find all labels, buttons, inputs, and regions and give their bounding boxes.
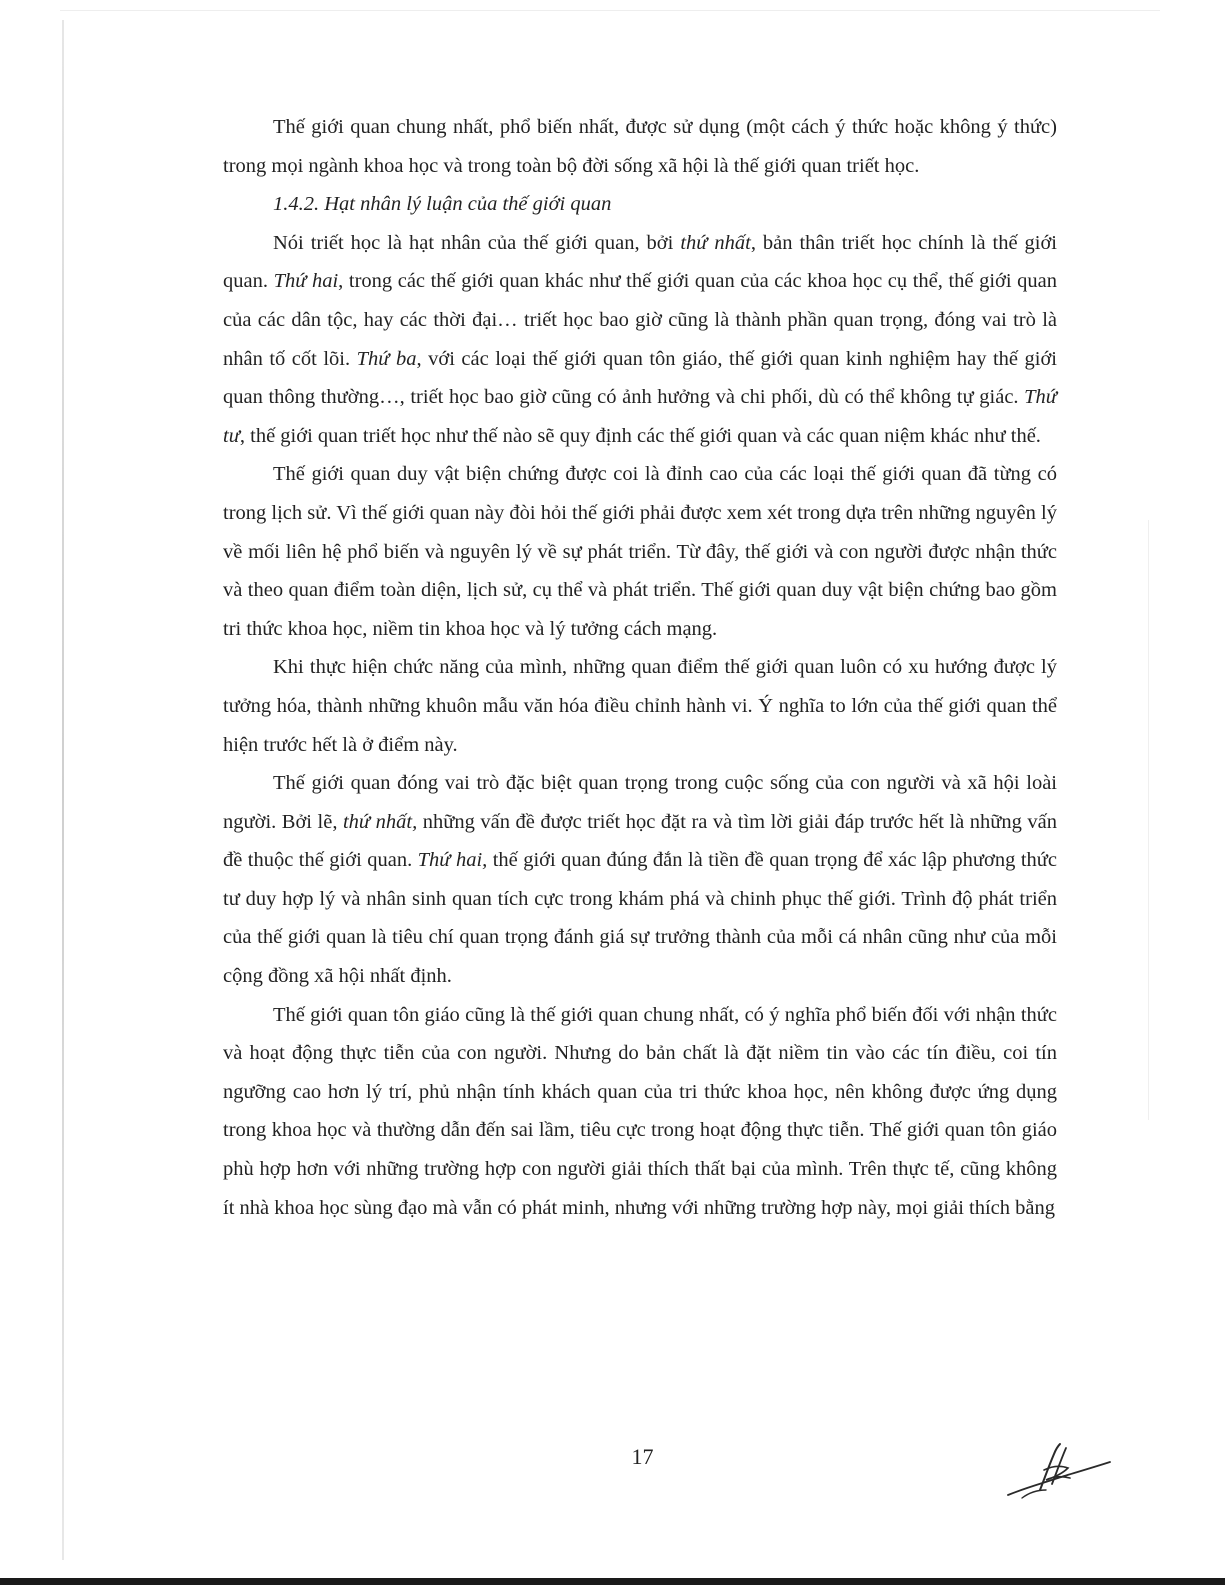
body-paragraph bbox=[223, 764, 1057, 996]
text-run: , thế giới quan triết học như thế nào sẽ quy định các thế giới quan và các quan niệm khác như thế. bbox=[239, 424, 1041, 447]
body-paragraph bbox=[223, 455, 1057, 648]
document-body bbox=[223, 108, 1057, 1227]
text-run: Nói triết học là hạt nhân của thế giới quan, bởi bbox=[273, 231, 681, 254]
italic-text-run: Thứ hai bbox=[273, 270, 339, 293]
italic-text-run: thứ nhất, bbox=[342, 810, 418, 833]
body-paragraph bbox=[223, 648, 1057, 764]
italic-text-run: Thứ ba bbox=[356, 347, 417, 370]
scan-edge-left bbox=[62, 20, 64, 1560]
signature-icon bbox=[1000, 1440, 1115, 1500]
section-heading bbox=[223, 185, 1057, 224]
italic-text-run: Thứ hai, bbox=[417, 849, 488, 872]
scan-edge-bottom bbox=[0, 1578, 1225, 1585]
italic-text-run: thứ nhất bbox=[680, 231, 751, 254]
body-paragraph bbox=[223, 108, 1057, 185]
text-run: thế giới quan đúng đắn là tiền đề quan trọng để xác lập phương thức tư duy hợp lý và nhân sinh quan tích cực trong khám phá và chinh phục thế giới. Trình độ phát triển của thế giới quan là tiêu chí quan trọng đánh giá sự trưởng thành của mỗi cá nhân cũng như của mỗi cộng đồng xã hội nhất định. bbox=[223, 849, 1057, 988]
text-run: Thế giới quan tôn giáo cũng là thế giới quan chung nhất, có ý nghĩa phổ biến đối với nhận thức và hoạt động thực tiễn của con người. Nhưng do bản chất là đặt niềm tin vào các tín điều, coi tín ngưỡng cao hơn lý trí, phủ nhận tính khách quan của tri thức khoa học, nên không được ứng dụng trong khoa học và thường dẫn đến sai lầm, tiêu cực trong hoạt động thực tiễn. Thế giới quan tôn giáo phù hợp hơn với những trường hợp con người giải thích thất bại của mình. Trên thực tế, cũng không ít nhà khoa học sùng đạo mà vẫn có phát minh, nhưng với những trường hợp này, mọi giải thích bằng bbox=[223, 1003, 1057, 1219]
text-run: Thế giới quan duy vật biện chứng được coi là đỉnh cao của các loại thế giới quan đã từng có trong lịch sử. Vì thế giới quan này đòi hỏi thế giới phải được xem xét trong dựa trên những nguyên lý về mối liên hệ phổ biến và nguyên lý về sự phát triển. Từ đây, thế giới và con người được nhận thức và theo quan điểm toàn diện, lịch sử, cụ thể và phát triển. Thế giới quan duy vật biện chứng bao gồm tri thức khoa học, niềm tin khoa học và lý tưởng cách mạng. bbox=[223, 463, 1057, 640]
text-run: những vấn đề được triết học đặt ra và tìm lời giải đáp trước hết là những vấn đề thuộc thế giới quan. bbox=[223, 810, 1057, 872]
italic-text-run: Thứ tư bbox=[223, 386, 1057, 447]
text-run: Khi thực hiện chức năng của mình, những quan điểm thế giới quan luôn có xu hướng được lý tưởng hóa, thành những khuôn mẫu văn hóa điều chỉnh hành vi. Ý nghĩa to lớn của thế giới quan thể hiện trước hết là ở điểm này. bbox=[223, 656, 1057, 756]
text-run: Thế giới quan chung nhất, phổ biến nhất, được sử dụng (một cách ý thức hoặc không ý thức) trong mọi ngành khoa học và trong toàn bộ đời sống xã hội là thế giới quan triết học. bbox=[223, 116, 1057, 177]
text-run: , bản thân triết học chính là thế giới quan. bbox=[223, 231, 1057, 293]
scan-edge-right bbox=[1148, 520, 1149, 1120]
scan-edge-top bbox=[60, 10, 1160, 11]
body-paragraph bbox=[223, 224, 1057, 456]
text-run: , với các loại thế giới quan tôn giáo, thế giới quan kinh nghiệm hay thế giới quan thông thường…, triết học bao giờ cũng có ảnh hưởng và chi phối, dù có thể không tự giác. bbox=[223, 347, 1057, 409]
italic-text-run: 1.4.2. Hạt nhân lý luận của thế giới quan bbox=[273, 193, 612, 216]
text-run: , trong các thế giới quan khác như thế giới quan của các khoa học cụ thể, thế giới quan của các dân tộc, hay các thời đại… triết học bao giờ cũng là thành phần quan trọng, đóng vai trò là nhân tố cốt lõi. bbox=[223, 270, 1057, 370]
text-run: Thế giới quan đóng vai trò đặc biệt quan trọng trong cuộc sống của con người và xã hội loài người. Bởi lẽ, bbox=[223, 772, 1057, 833]
body-paragraph bbox=[223, 996, 1057, 1228]
page-number: 17 bbox=[631, 1444, 654, 1469]
